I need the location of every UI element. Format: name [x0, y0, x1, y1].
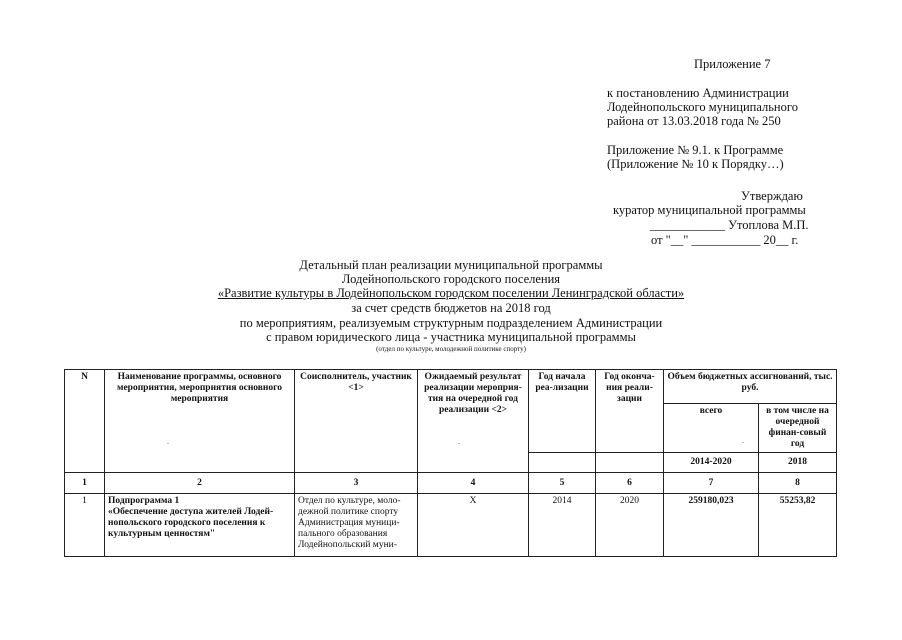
decree-line-1: к постановлению Администрации [607, 86, 789, 100]
header-year: 2018 [759, 453, 837, 473]
title-line-4: за счет средств бюджетов на 2018 год [351, 301, 551, 315]
header-budget: Объем бюджетных ассигнований, тыс. руб. [664, 370, 837, 404]
column-number-1: 1 [65, 473, 105, 494]
row-year-end: 2020 [596, 494, 664, 557]
title-line-6: с правом юридического лица - участника муниципальной программы [266, 330, 636, 344]
title-line-5: по мероприятиям, реализуемым структурным подразделением Администрации [239, 316, 663, 330]
column-number-4: 4 [418, 473, 529, 494]
row-subprogram-label: Подпрограмма 1 [108, 496, 180, 506]
row-budget-total: 259180,023 [664, 494, 759, 557]
row-n: 1 [65, 494, 105, 557]
decree-line-2: Лодейнопольского муниципального [607, 100, 798, 114]
row-executor: Отдел по культуре, моло-дежной политике спорту Администрация муници-пального образования Лодейнопольский муни- [295, 494, 418, 557]
table-row [65, 494, 837, 557]
header-year-end: Год оконча-ния реали-зации [596, 370, 664, 453]
header-n: N [65, 370, 105, 473]
column-number-6: 6 [596, 473, 664, 494]
title-line-1: Детальный план реализации муниципальной программы [299, 258, 603, 272]
title-line-2: Лодейнопольского городского поселения [341, 272, 561, 286]
column-number-7: 7 [664, 473, 759, 494]
row-subprogram-title: «Обеспечение доступа жителей Лодей-нопольского городского поселения к культурным ценностям" [108, 507, 274, 539]
column-number-5: 5 [529, 473, 596, 494]
header-year-start: Год начала реа-лизации [529, 370, 596, 453]
program-appendix-line-1: Приложение № 9.1. к Программе [607, 143, 784, 157]
row-year-start: 2014 [529, 494, 596, 557]
header-budget-total: всего ˗ [664, 404, 759, 453]
header-year-end-empty [596, 453, 664, 473]
program-appendix-line-2: (Приложение № 10 к Порядку…) [607, 157, 784, 171]
header-executor: Соисполнитель, участник <1> [295, 370, 418, 473]
curator-label: куратор муниципальной программы [613, 203, 806, 217]
header-budget-next-year: в том числе на очередной финан-совый год [759, 404, 837, 453]
decree-line-3: района от 13.03.2018 года № 250 [607, 114, 781, 128]
header-year-start-empty [529, 453, 596, 473]
row-result: Х [418, 494, 529, 557]
title-program-name: «Развитие культуры в Лодейнопольском городском поселении Ленинградской области» [217, 286, 685, 300]
signature-line: ____________ Утоплова М.П. [650, 218, 809, 232]
plan-table [64, 369, 837, 557]
column-number-2: 2 [105, 473, 295, 494]
header-result: Ожидаемый результат реализации мероприя-тия на очередной год реализации <2> ˗ [418, 370, 529, 473]
approve-label: Утверждаю [741, 189, 803, 203]
appendix-number: Приложение 7 [694, 57, 771, 71]
row-budget-next-year: 55253,82 [759, 494, 837, 557]
column-number-8: 8 [759, 473, 837, 494]
row-name [105, 494, 295, 557]
header-period: 2014-2020 [664, 453, 759, 473]
title-department-note: (отдел по культуре, молодежной политике спорту) [376, 345, 526, 353]
approval-date: от "__" ___________ 20__ г. [651, 233, 799, 247]
column-number-3: 3 [295, 473, 418, 494]
header-name: Наименование программы, основного мероприятия, мероприятия основного мероприятия ˗ [105, 370, 295, 473]
